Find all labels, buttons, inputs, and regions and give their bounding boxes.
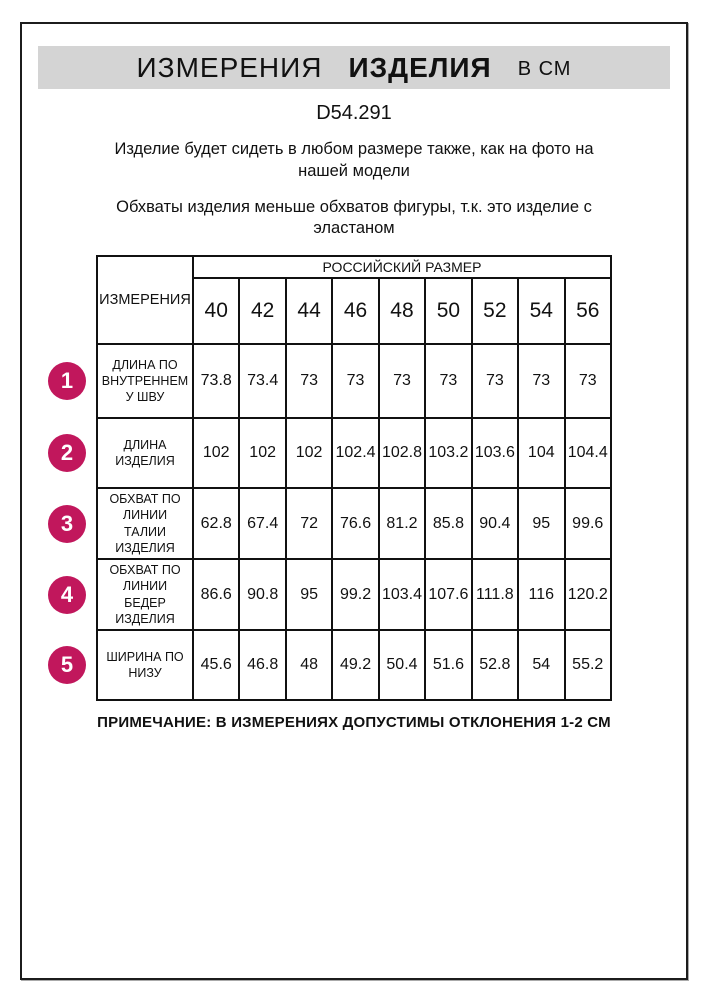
measurements-column-header: ИЗМЕРЕНИЯ xyxy=(97,256,193,344)
table-row xyxy=(38,488,611,559)
table-row xyxy=(38,418,611,488)
size-header-40: 40 xyxy=(193,278,239,344)
measurement-value: 55.2 xyxy=(565,630,612,700)
document-sheet xyxy=(20,22,688,980)
measurement-value: 50.4 xyxy=(379,630,425,700)
measurement-value: 102 xyxy=(239,418,285,488)
page-title-word-product: ИЗДЕЛИЯ xyxy=(348,51,492,83)
measurement-label: ДЛИНА ИЗДЕЛИЯ xyxy=(97,418,193,488)
measurement-value: 62.8 xyxy=(193,488,239,559)
measurement-value: 102 xyxy=(193,418,239,488)
measurement-value: 73 xyxy=(518,344,564,418)
row-number-badge-cell xyxy=(38,418,97,488)
row-number-badge-cell xyxy=(38,559,97,630)
measurement-value: 103.4 xyxy=(379,559,425,630)
row-number-badge: 1 xyxy=(48,362,86,400)
table-row xyxy=(38,344,611,418)
row-number-badge: 4 xyxy=(48,576,86,614)
measurement-value: 45.6 xyxy=(193,630,239,700)
page-title-unit: В СМ xyxy=(517,58,572,80)
size-header-48: 48 xyxy=(379,278,425,344)
measurement-value: 73 xyxy=(425,344,471,418)
measurement-value: 102.4 xyxy=(332,418,378,488)
measurement-label: ШИРИНА ПО НИЗУ xyxy=(97,630,193,700)
measurement-value: 104 xyxy=(518,418,564,488)
measurement-value: 51.6 xyxy=(425,630,471,700)
measurement-value: 102 xyxy=(286,418,332,488)
size-header-50: 50 xyxy=(425,278,471,344)
measurement-value: 76.6 xyxy=(332,488,378,559)
row-number-badge-cell xyxy=(38,344,97,418)
measurement-value: 46.8 xyxy=(239,630,285,700)
measurement-value: 95 xyxy=(286,559,332,630)
measurement-value: 103.2 xyxy=(425,418,471,488)
badge-column-spacer xyxy=(38,278,97,344)
measurement-value: 73 xyxy=(472,344,518,418)
table-row xyxy=(38,559,611,630)
measurement-value: 102.8 xyxy=(379,418,425,488)
size-header-56: 56 xyxy=(565,278,612,344)
measurement-value: 81.2 xyxy=(379,488,425,559)
elastane-note: Обхваты изделия меньше обхватов фигуры, т.к. это изделие с эластаном xyxy=(116,197,592,238)
measurement-value: 111.8 xyxy=(472,559,518,630)
row-number-badge-cell xyxy=(38,630,97,700)
row-number-badge-cell xyxy=(38,488,97,559)
measurement-value: 49.2 xyxy=(332,630,378,700)
measurement-label: ОБХВАТ ПО ЛИНИИ ТАЛИИ ИЗДЕЛИЯ xyxy=(97,488,193,559)
measurement-label: ОБХВАТ ПО ЛИНИИ БЕДЕР ИЗДЕЛИЯ xyxy=(97,559,193,630)
product-code: D54.291 xyxy=(316,102,392,124)
russian-size-group-header: РОССИЙСКИЙ РАЗМЕР xyxy=(193,256,611,278)
measurement-value: 99.6 xyxy=(565,488,612,559)
measurement-value: 54 xyxy=(518,630,564,700)
measurement-label: ДЛИНА ПО ВНУТРЕННЕМУ ШВУ xyxy=(97,344,193,418)
page-title-word-measurements: ИЗМЕРЕНИЯ xyxy=(136,51,323,83)
badge-column-spacer xyxy=(38,256,97,278)
measurement-value: 85.8 xyxy=(425,488,471,559)
fit-note: Изделие будет сидеть в любом размере также, как на фото на нашей модели xyxy=(114,140,594,180)
table-header-row-group xyxy=(38,256,611,278)
size-measurements-table xyxy=(38,255,612,701)
size-header-52: 52 xyxy=(472,278,518,344)
title-bar xyxy=(38,46,670,89)
measurement-value: 103.6 xyxy=(472,418,518,488)
size-header-46: 46 xyxy=(332,278,378,344)
measurement-value: 95 xyxy=(518,488,564,559)
row-number-badge: 5 xyxy=(48,646,86,684)
row-number-badge: 2 xyxy=(48,434,86,472)
measurement-value: 120.2 xyxy=(565,559,612,630)
measurement-value: 99.2 xyxy=(332,559,378,630)
measurement-value: 116 xyxy=(518,559,564,630)
measurement-value: 107.6 xyxy=(425,559,471,630)
measurement-value: 52.8 xyxy=(472,630,518,700)
size-header-54: 54 xyxy=(518,278,564,344)
measurement-value: 73.4 xyxy=(239,344,285,418)
measurement-value: 48 xyxy=(286,630,332,700)
measurement-value: 104.4 xyxy=(565,418,612,488)
measurement-value: 73 xyxy=(286,344,332,418)
row-number-badge: 3 xyxy=(48,505,86,543)
measurement-value: 86.6 xyxy=(193,559,239,630)
measurement-value: 90.8 xyxy=(239,559,285,630)
measurement-value: 72 xyxy=(286,488,332,559)
tolerance-footnote: ПРИМЕЧАНИЕ: В ИЗМЕРЕНИЯХ ДОПУСТИМЫ ОТКЛОНЕНИЯ 1-2 СМ xyxy=(97,714,611,732)
measurement-value: 67.4 xyxy=(239,488,285,559)
table-row xyxy=(38,630,611,700)
measurement-value: 73 xyxy=(379,344,425,418)
measurement-value: 73 xyxy=(332,344,378,418)
size-header-44: 44 xyxy=(286,278,332,344)
size-header-42: 42 xyxy=(239,278,285,344)
measurement-value: 73.8 xyxy=(193,344,239,418)
measurement-value: 73 xyxy=(565,344,612,418)
measurement-value: 90.4 xyxy=(472,488,518,559)
